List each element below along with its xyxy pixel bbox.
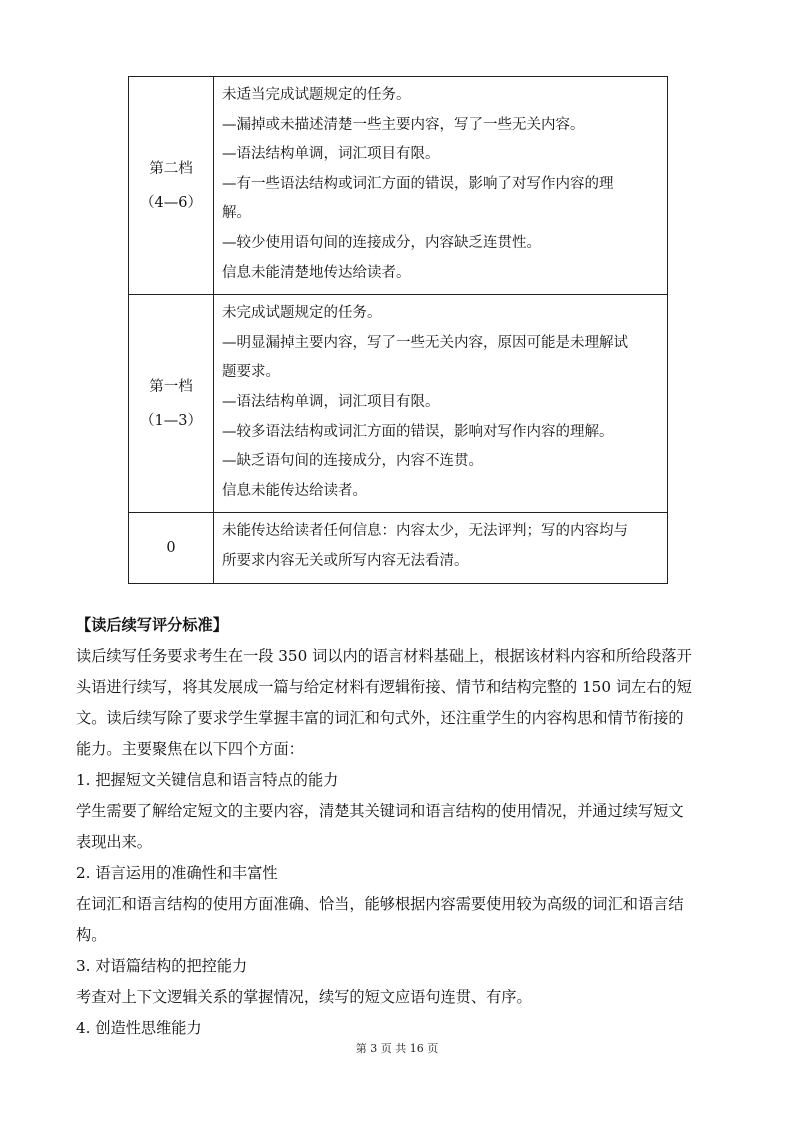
level-description	[214, 77, 668, 295]
rubric-row-level-2	[129, 77, 668, 295]
description-line: —语法结构单调，词汇项目有限。	[222, 393, 440, 410]
paragraph-line: 考查对上下文逻辑关系的掌握情况，续写的短文应语句连贯、有序。	[76, 988, 532, 1006]
description-line: —漏掉或未描述清楚一些主要内容，写了一些无关内容。	[222, 116, 585, 133]
continuation-writing-section	[76, 610, 718, 1044]
description-line: 所要求内容无关或所写内容无法看清。	[222, 552, 469, 569]
level-description	[214, 513, 668, 583]
description-line: 信息未能清楚地传达给读者。	[222, 264, 411, 281]
description-line: 题要求。	[222, 364, 280, 381]
level-cell	[129, 77, 214, 295]
description-line: 未完成试题规定的任务。	[222, 305, 382, 322]
subheading-2: 2. 语言运用的准确性和丰富性	[76, 864, 278, 882]
description-line: —明显漏掉主要内容，写了一些无关内容，原因可能是未理解试	[222, 334, 628, 351]
paragraph-line: 文。读后续写除了要求学生掌握丰富的词汇和句式外，还注重学生的内容构思和情节衔接的	[76, 709, 684, 727]
paragraph-line: 学生需要了解给定短文的主要内容，清楚其关键词和语言结构的使用情况，并通过续写短文	[76, 802, 684, 820]
section-heading: 【读后续写评分标准】	[76, 616, 228, 634]
paragraph-line: 读后续写任务要求考生在一段 350 词以内的语言材料基础上，根据该材料内容和所给段落开	[76, 647, 692, 665]
paragraph-line: 头语进行续写，将其发展成一篇与给定材料有逻辑衔接、情节和结构完整的 150 词左右的短	[76, 678, 692, 696]
page-number: 第 3 页 共 16 页	[355, 1042, 439, 1055]
subheading-3: 3. 对语篇结构的把控能力	[76, 957, 248, 975]
paragraph-line: 在词汇和语言结构的使用方面准确、恰当，能够根据内容需要使用较为高级的词汇和语言结	[76, 895, 684, 913]
subheading-4: 4. 创造性思维能力	[76, 1019, 202, 1037]
scoring-rubric-table	[128, 76, 668, 584]
description-line: 信息未能传达给读者。	[222, 482, 367, 499]
level-cell	[129, 295, 214, 513]
level-name: 0	[166, 539, 176, 556]
level-name: 第一档	[149, 378, 193, 395]
rubric-row-level-0	[129, 513, 668, 583]
rubric-row-level-1	[129, 295, 668, 513]
level-cell	[129, 513, 214, 583]
paragraph-line: 能力。主要聚焦在以下四个方面：	[76, 740, 304, 758]
description-line: 未适当完成试题规定的任务。	[222, 87, 411, 103]
description-line: —较少使用语句间的连接成分，内容缺乏连贯性。	[222, 234, 541, 251]
level-range: （4—6）	[140, 194, 202, 211]
paragraph-line: 构。	[76, 926, 107, 944]
description-line: —较多语法结构或词汇方面的错误，影响对写作内容的理解。	[222, 423, 614, 440]
level-description	[214, 295, 668, 513]
description-line: —有一些语法结构或词汇方面的错误，影响了对写作内容的理	[222, 175, 614, 192]
description-line: —缺乏语句间的连接成分，内容不连贯。	[222, 453, 483, 470]
subheading-1: 1. 把握短文关键信息和语言特点的能力	[76, 771, 339, 789]
description-line: —语法结构单调，词汇项目有限。	[222, 146, 440, 163]
paragraph-line: 表现出来。	[76, 833, 152, 851]
level-name: 第二档	[149, 160, 193, 177]
description-line: 未能传达给读者任何信息：内容太少，无法评判；写的内容均与	[222, 523, 628, 540]
level-range: （1—3）	[140, 412, 202, 429]
description-line: 解。	[222, 205, 251, 222]
